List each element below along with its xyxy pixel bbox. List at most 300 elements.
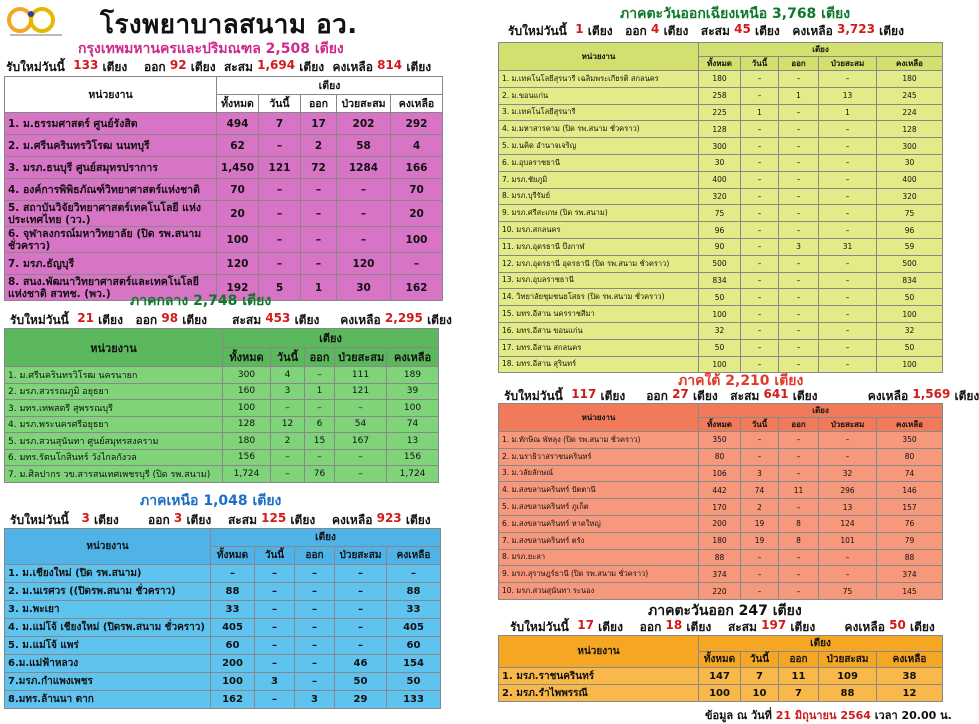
- cell-remain: 74: [877, 465, 943, 482]
- cell-total: 374: [699, 566, 741, 583]
- cell-cum: 111: [335, 367, 387, 384]
- cell-name: 7. ม.สงขลานครินทร์ ตรัง: [499, 532, 699, 549]
- header-total: ทั้งหมด: [699, 418, 741, 432]
- cell-cum: 50: [335, 673, 387, 691]
- cell-total: 494: [217, 113, 259, 135]
- table-row: [5, 466, 439, 483]
- cell-remain: 76: [877, 515, 943, 532]
- cell-cum: 29: [335, 691, 387, 709]
- header-beds: เตียง: [211, 529, 441, 547]
- northeast-stats: รับใหม่วันนี้ 1 เตียง ออก 4 เตียง สะสม 45 เตียง คงเหลือ 3,723 เตียง: [508, 22, 904, 38]
- cell-today: –: [259, 227, 301, 253]
- cell-today: –: [741, 322, 779, 339]
- cell-name: 2. ม.นเรศวร ((ปิดรพ.สนาม ชั่วคราว): [5, 583, 211, 601]
- cell-total: 88: [699, 549, 741, 566]
- header-cum: ป่วยสะสม: [337, 95, 391, 113]
- cell-cum: –: [335, 637, 387, 655]
- table-row: [499, 121, 943, 138]
- cell-out: 17: [301, 113, 337, 135]
- cell-name: 3. ม.พะเยา: [5, 601, 211, 619]
- cell-remain: 189: [387, 367, 439, 384]
- cell-cum: –: [819, 339, 877, 356]
- cell-today: –: [741, 205, 779, 222]
- cell-remain: 88: [877, 549, 943, 566]
- cell-today: –: [741, 356, 779, 373]
- cell-remain: 320: [877, 188, 943, 205]
- cell-cum: –: [819, 171, 877, 188]
- cell-total: 147: [699, 668, 741, 685]
- mhesi-logo-icon: [6, 4, 68, 40]
- cell-name: 17. มทร.อีสาน สกลนคร: [499, 339, 699, 356]
- cell-out: –: [301, 227, 337, 253]
- cell-cum: –: [337, 227, 391, 253]
- header-today: วันนี้: [741, 418, 779, 432]
- cell-name: 8. มรภ.ยะลา: [499, 549, 699, 566]
- cell-total: –: [211, 565, 255, 583]
- cell-today: –: [741, 71, 779, 88]
- cell-today: –: [255, 637, 295, 655]
- cell-cum: –: [335, 400, 387, 417]
- cell-remain: 146: [877, 482, 943, 499]
- cell-out: –: [779, 339, 819, 356]
- table-row: [5, 433, 439, 450]
- cell-cum: –: [819, 272, 877, 289]
- header-unit: หน่วยงาน: [499, 404, 699, 432]
- north-table: [4, 528, 441, 709]
- data-timestamp: ข้อมูล ณ วันที่ 21 มิถุนายน 2564 เวลา 20.00 น.: [705, 709, 952, 722]
- cell-today: –: [741, 583, 779, 600]
- cell-total: 32: [699, 322, 741, 339]
- cell-name: 3. มทร.เทพสตรี สุพรรณบุรี: [5, 400, 223, 417]
- cell-remain: 162: [391, 275, 443, 301]
- cell-remain: 157: [877, 499, 943, 516]
- cell-name: 10. มรภ.สวนสุนันทา ระนอง: [499, 583, 699, 600]
- cell-cum: –: [819, 289, 877, 306]
- header-cum: ป่วยสะสม: [819, 418, 877, 432]
- south-stats: รับใหม่วันนี้ 117 เตียง ออก 27 เตียง สะสม 641 เตียง คงเหลือ 1,569 เตียง: [504, 387, 979, 403]
- cell-today: 3: [741, 465, 779, 482]
- cell-name: 6.ม.แม่ฟ้าหลวง: [5, 655, 211, 673]
- cell-cum: 109: [819, 668, 877, 685]
- cell-name: 8. สนง.พัฒนาวิทยาศาสตร์และเทคโนโลยี แห่งชาติ สวทช. (พว.): [5, 275, 217, 301]
- bangkok-stats: รับใหม่วันนี้ 133 เตียง ออก 92 เตียง สะสม 1,694 เตียง คงเหลือ 814 เตียง: [6, 58, 432, 74]
- cell-remain: 20: [391, 201, 443, 227]
- cell-cum: –: [819, 188, 877, 205]
- cell-today: –: [741, 272, 779, 289]
- cell-remain: 154: [387, 655, 441, 673]
- cell-today: –: [271, 466, 305, 483]
- cell-cum: –: [335, 565, 387, 583]
- table-row: [5, 637, 441, 655]
- cell-total: 180: [699, 532, 741, 549]
- table-row: [5, 449, 439, 466]
- cell-total: 128: [223, 416, 271, 433]
- central-title: ภาคกลาง 2,748 เตียง: [130, 293, 272, 309]
- cell-total: 225: [699, 104, 741, 121]
- table-row: [5, 201, 443, 227]
- cell-cum: 202: [337, 113, 391, 135]
- table-row: [5, 227, 443, 253]
- table-row: [499, 482, 943, 499]
- cell-out: –: [305, 400, 335, 417]
- table-row: [5, 691, 441, 709]
- cell-cum: –: [819, 121, 877, 138]
- cell-today: 2: [271, 433, 305, 450]
- header-out: ออก: [779, 652, 819, 668]
- cell-total: 90: [699, 238, 741, 255]
- central-stats: รับใหม่วันนี้ 21 เตียง ออก 98 เตียง สะสม 453 เตียง คงเหลือ 2,295 เตียง: [10, 311, 452, 327]
- cell-name: 7. มรภ.ชัยภูมิ: [499, 171, 699, 188]
- cell-cum: 13: [819, 87, 877, 104]
- cell-remain: 100: [391, 227, 443, 253]
- table-row: [499, 566, 943, 583]
- cell-name: 7. ม.ศิลปากร วข.สารสนเทศเพชรบุรี (ปิด รพ.สนาม): [5, 466, 223, 483]
- cell-out: –: [779, 205, 819, 222]
- cell-total: 20: [217, 201, 259, 227]
- cell-today: 12: [271, 416, 305, 433]
- cell-remain: 100: [877, 356, 943, 373]
- cell-cum: –: [819, 448, 877, 465]
- cell-today: 19: [741, 515, 779, 532]
- header-out: ออก: [295, 547, 335, 565]
- cell-out: –: [779, 71, 819, 88]
- central-table: [4, 328, 439, 483]
- table-row: [5, 113, 443, 135]
- cell-out: 3: [295, 691, 335, 709]
- cell-today: –: [741, 188, 779, 205]
- cell-name: 1. ม.ทักษิณ พัทลุง (ปิด รพ.สนาม ชั่วคราว): [499, 432, 699, 449]
- cell-total: 1,450: [217, 157, 259, 179]
- cell-out: –: [779, 289, 819, 306]
- cell-cum: –: [819, 306, 877, 323]
- header-today: วันนี้: [741, 652, 779, 668]
- cell-remain: –: [391, 253, 443, 275]
- cell-out: –: [779, 448, 819, 465]
- table-row: [499, 448, 943, 465]
- cell-today: 4: [271, 367, 305, 384]
- cell-name: 1. ม.เทคโนโลยีสุรนารี เฉลิมพระเกียรติ สกลนคร: [499, 71, 699, 88]
- header-out: ออก: [779, 418, 819, 432]
- cell-total: 200: [211, 655, 255, 673]
- cell-name: 1. ม.ศรีนครินทรวิโรฒ นครนายก: [5, 367, 223, 384]
- cell-remain: 88: [387, 583, 441, 601]
- cell-today: 2: [741, 499, 779, 516]
- cell-remain: 224: [877, 104, 943, 121]
- cell-remain: 145: [877, 583, 943, 600]
- cell-name: 1. ม.ธรรมศาสตร์ ศูนย์รังสิต: [5, 113, 217, 135]
- cell-total: 100: [211, 673, 255, 691]
- table-row: [499, 668, 943, 685]
- cell-remain: 50: [387, 673, 441, 691]
- cell-today: –: [741, 289, 779, 306]
- cell-name: 4. ม.มหาสารคาม (ปิด รพ.สนาม ชั่วคราว): [499, 121, 699, 138]
- table-row: [5, 400, 439, 417]
- header-beds: เตียง: [223, 329, 439, 348]
- cell-out: 1: [301, 275, 337, 301]
- cell-out: 2: [301, 135, 337, 157]
- cell-cum: 30: [337, 275, 391, 301]
- bangkok-title: กรุงเทพมหานครและปริมณฑล 2,508 เตียง: [78, 41, 344, 57]
- cell-total: 62: [217, 135, 259, 157]
- table-row: [499, 339, 943, 356]
- cell-today: 3: [255, 673, 295, 691]
- cell-total: 88: [211, 583, 255, 601]
- cell-out: 15: [305, 433, 335, 450]
- cell-total: 33: [211, 601, 255, 619]
- cell-total: 50: [699, 339, 741, 356]
- cell-total: 500: [699, 255, 741, 272]
- header-beds: เตียง: [699, 43, 943, 57]
- table-row: [499, 306, 943, 323]
- table-row: [499, 322, 943, 339]
- cell-total: 75: [699, 205, 741, 222]
- table-row: [499, 532, 943, 549]
- cell-remain: 4: [391, 135, 443, 157]
- cell-name: 4. องค์การพิพิธภัณฑ์วิทยาศาสตร์แห่งชาติ: [5, 179, 217, 201]
- cell-name: 7.มรภ.กำแพงเพชร: [5, 673, 211, 691]
- cell-remain: 39: [387, 383, 439, 400]
- cell-out: –: [295, 637, 335, 655]
- cell-out: –: [779, 356, 819, 373]
- cell-cum: 88: [819, 685, 877, 702]
- table-row: [499, 87, 943, 104]
- cell-cum: –: [335, 466, 387, 483]
- header-unit: หน่วยงาน: [5, 329, 223, 367]
- cell-today: 3: [271, 383, 305, 400]
- bangkok-table: [4, 76, 443, 301]
- cell-cum: –: [335, 619, 387, 637]
- cell-cum: 121: [335, 383, 387, 400]
- cell-today: 1: [741, 104, 779, 121]
- cell-total: 156: [223, 449, 271, 466]
- cell-cum: 101: [819, 532, 877, 549]
- header-total: ทั้งหมด: [699, 652, 741, 668]
- cell-name: 4. ม.สงขลานครินทร์ ปัตตานี: [499, 482, 699, 499]
- cell-remain: 133: [387, 691, 441, 709]
- table-row: [499, 515, 943, 532]
- cell-name: 6. ม.อุบลราชธานี: [499, 154, 699, 171]
- cell-total: 100: [223, 400, 271, 417]
- cell-name: 8. มรภ.บุรีรัมย์: [499, 188, 699, 205]
- cell-today: –: [741, 339, 779, 356]
- table-row: [5, 157, 443, 179]
- cell-out: 1: [779, 87, 819, 104]
- header-today: วันนี้: [741, 57, 779, 71]
- cell-name: 12. มรภ.อุดรธานี อุดรธานี (ปิด รพ.สนาม ชั่วคราว): [499, 255, 699, 272]
- cell-today: 7: [741, 668, 779, 685]
- cell-name: 11. มรภ.อุดรธานี บึงกาฬ: [499, 238, 699, 255]
- cell-today: –: [741, 255, 779, 272]
- cell-total: 96: [699, 222, 741, 239]
- cell-total: 834: [699, 272, 741, 289]
- cell-cum: 120: [337, 253, 391, 275]
- cell-cum: 58: [337, 135, 391, 157]
- cell-today: –: [741, 306, 779, 323]
- cell-cum: 1: [819, 104, 877, 121]
- cell-today: –: [741, 87, 779, 104]
- cell-remain: 166: [391, 157, 443, 179]
- cell-today: 10: [741, 685, 779, 702]
- cell-out: 72: [301, 157, 337, 179]
- cell-cum: –: [335, 449, 387, 466]
- header-remain: คงเหลือ: [877, 57, 943, 71]
- cell-name: 2. ม.ขอนแก่น: [499, 87, 699, 104]
- cell-out: 11: [779, 668, 819, 685]
- cell-cum: –: [819, 222, 877, 239]
- cell-name: 1. มรภ.ราชนครินทร์: [499, 668, 699, 685]
- table-row: [499, 465, 943, 482]
- cell-out: –: [779, 255, 819, 272]
- cell-cum: 75: [819, 583, 877, 600]
- cell-total: 180: [699, 71, 741, 88]
- cell-today: –: [255, 691, 295, 709]
- cell-name: 4. ม.แม่โจ้ เชียงใหม่ (ปิดรพ.สนาม ชั่วคราว): [5, 619, 211, 637]
- east-stats: รับใหม่วันนี้ 17 เตียง ออก 18 เตียง สะสม 197 เตียง คงเหลือ 50 เตียง: [510, 618, 935, 634]
- cell-remain: 834: [877, 272, 943, 289]
- table-row: [5, 601, 441, 619]
- cell-total: 100: [699, 685, 741, 702]
- cell-today: –: [741, 171, 779, 188]
- table-row: [5, 655, 441, 673]
- table-row: [5, 565, 441, 583]
- east-title: ภาคตะวันออก 247 เตียง: [648, 603, 802, 619]
- cell-total: 258: [699, 87, 741, 104]
- cell-name: 2. มรภ.สวรรณภูมิ อยุธยา: [5, 383, 223, 400]
- cell-out: 76: [305, 466, 335, 483]
- cell-out: 7: [779, 685, 819, 702]
- table-row: [499, 188, 943, 205]
- header-remain: คงเหลือ: [387, 348, 439, 367]
- cell-remain: –: [387, 565, 441, 583]
- cell-total: 128: [699, 121, 741, 138]
- cell-total: 100: [699, 356, 741, 373]
- cell-cum: –: [335, 601, 387, 619]
- header-cum: ป่วยสะสม: [335, 348, 387, 367]
- table-row: [499, 255, 943, 272]
- cell-out: –: [301, 201, 337, 227]
- cell-remain: 79: [877, 532, 943, 549]
- cell-cum: –: [819, 432, 877, 449]
- cell-name: 3. ม.เทคโนโลยีสุรนารี: [499, 104, 699, 121]
- cell-remain: 350: [877, 432, 943, 449]
- cell-out: –: [779, 499, 819, 516]
- cell-total: 50: [699, 289, 741, 306]
- table-row: [499, 138, 943, 155]
- cell-out: –: [305, 367, 335, 384]
- cell-remain: 70: [391, 179, 443, 201]
- cell-name: 6. จุฬาลงกรณ์มหาวิทยาลัย (ปิด รพ.สนาม ชั่วคราว): [5, 227, 217, 253]
- cell-today: –: [271, 449, 305, 466]
- east-table: [498, 635, 943, 702]
- cell-today: 19: [741, 532, 779, 549]
- header-unit: หน่วยงาน: [5, 529, 211, 565]
- cell-today: 121: [259, 157, 301, 179]
- cell-today: –: [271, 400, 305, 417]
- cell-remain: 38: [877, 668, 943, 685]
- cell-out: –: [779, 171, 819, 188]
- cell-name: 5. ม.สงขลานครินทร์ ภูเก็ต: [499, 499, 699, 516]
- cell-cum: 167: [335, 433, 387, 450]
- cell-remain: 500: [877, 255, 943, 272]
- cell-cum: –: [819, 549, 877, 566]
- header-unit: หน่วยงาน: [499, 43, 699, 71]
- cell-today: –: [741, 138, 779, 155]
- cell-out: –: [779, 154, 819, 171]
- cell-out: 6: [305, 416, 335, 433]
- cell-today: 74: [741, 482, 779, 499]
- cell-total: 220: [699, 583, 741, 600]
- cell-remain: 300: [877, 138, 943, 155]
- table-row: [499, 205, 943, 222]
- cell-cum: 296: [819, 482, 877, 499]
- cell-name: 1. ม.เชียงใหม่ (ปิด รพ.สนาม): [5, 565, 211, 583]
- cell-cum: –: [337, 179, 391, 201]
- cell-out: –: [779, 121, 819, 138]
- cell-remain: 128: [877, 121, 943, 138]
- page-title: โรงพยาบาลสนาม อว.: [100, 10, 358, 40]
- cell-today: –: [741, 238, 779, 255]
- cell-today: –: [741, 222, 779, 239]
- cell-today: –: [259, 135, 301, 157]
- northeast-title: ภาคตะวันออกเฉียงเหนือ 3,768 เตียง: [620, 6, 851, 22]
- cell-name: 5. ม.แม่โจ้ แพร่: [5, 637, 211, 655]
- cell-total: 300: [699, 138, 741, 155]
- cell-out: –: [779, 222, 819, 239]
- cell-total: 106: [699, 465, 741, 482]
- header-unit: หน่วยงาน: [5, 77, 217, 113]
- cell-remain: 33: [387, 601, 441, 619]
- cell-today: –: [259, 179, 301, 201]
- cell-cum: 32: [819, 465, 877, 482]
- cell-out: –: [779, 138, 819, 155]
- cell-out: –: [305, 449, 335, 466]
- cell-today: –: [741, 121, 779, 138]
- table-row: [5, 416, 439, 433]
- cell-out: –: [779, 188, 819, 205]
- table-row: [5, 179, 443, 201]
- table-row: [499, 549, 943, 566]
- cell-total: 192: [217, 275, 259, 301]
- cell-out: –: [295, 673, 335, 691]
- cell-remain: 30: [877, 154, 943, 171]
- header-beds: เตียง: [699, 636, 943, 652]
- cell-total: 400: [699, 171, 741, 188]
- cell-remain: 96: [877, 222, 943, 239]
- cell-total: 162: [211, 691, 255, 709]
- cell-remain: 75: [877, 205, 943, 222]
- cell-out: 8: [779, 515, 819, 532]
- header-out: ออก: [779, 57, 819, 71]
- table-row: [499, 171, 943, 188]
- cell-out: –: [301, 179, 337, 201]
- cell-cum: –: [819, 356, 877, 373]
- table-row: [499, 432, 943, 449]
- cell-total: 70: [217, 179, 259, 201]
- header-today: วันนี้: [271, 348, 305, 367]
- cell-remain: 400: [877, 171, 943, 188]
- cell-cum: –: [819, 322, 877, 339]
- cell-out: –: [779, 583, 819, 600]
- cell-total: 160: [223, 383, 271, 400]
- cell-name: 8.มทร.ล้านนา ตาก: [5, 691, 211, 709]
- cell-total: 60: [211, 637, 255, 655]
- header-today: วันนี้: [255, 547, 295, 565]
- cell-remain: 180: [877, 71, 943, 88]
- table-row: [5, 367, 439, 384]
- table-row: [5, 253, 443, 275]
- header-beds: เตียง: [699, 404, 943, 418]
- cell-total: 170: [699, 499, 741, 516]
